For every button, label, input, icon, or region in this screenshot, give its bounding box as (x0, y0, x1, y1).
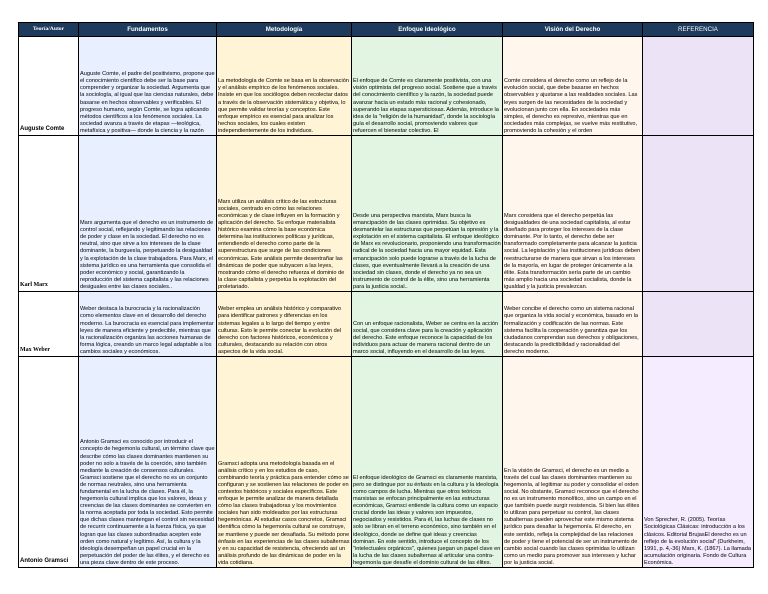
vision-cell[interactable]: Comte considera el derecho como un reflejo de la evolución social, que debe basarse en hechos observables y ajustarse a las realidades sociales. Las leyes surgen de las necesidades de la sociedad y evolucionan junto con ella. En sociedades más simples, el derecho es represivo, mientras que en sociedades más complejas, se vuelve más restitutivo, promoviendo la cohesión y el orden (503, 37, 643, 136)
header-fundamentos: Fundamentos (79, 23, 217, 37)
metodologia-cell[interactable]: Gramsci adopta una metodología basada en el análisis crítico y en los estudios de caso, combinando teoría y práctica para entender cómo se configuran y se sostienen las relaciones de poder en contextos históricos y sociales específicos. Este enfoque le permite analizar de manera detallada cómo las clases trabajadoras y los movimientos sociales han sido moldeados por las estructuras hegemónicas. Al estudiar casos concretos, Gramsci identifica cómo la hegemonía cultural se construye, se mantiene y puede ser desafiada. Su método pone énfasis en las experiencias de las clases subalternas y en su capacidad de resistencia, ofreciendo así un análisis profundo de las dinámicas de poder en la vida cotidiana. (217, 357, 352, 568)
referencia-cell[interactable] (643, 136, 754, 292)
header-metodologia: Metodología (217, 23, 352, 37)
metodologia-cell[interactable]: Marx utiliza un análisis crítico de las estructuras sociales, centrado en cómo las relaciones económicas y de clase influyen en la formación y aplicación del derecho. Su enfoque materialista histórico examina cómo la base económica determina las instituciones políticas y jurídicas, entendiendo el derecho como parte de la superestructura que surge de las condiciones económicas. Este análisis permite desentrañar las dinámicas de poder que subyacen a las leyes, mostrando cómo el derecho refuerza el dominio de la clase capitalista y perpetúa la explotación del proletariado. (217, 136, 352, 292)
fundamentos-cell[interactable]: Antonio Gramsci es conocido por introducir el concepto de hegemonía cultural, un término clave que describe cómo las clases dominantes mantienen su poder no solo a través de la coerción, sino también mediante la creación de consensos culturales. Gramsci sostiene que el derecho no es un conjunto de normas neutrales, sino una herramienta fundamental en la lucha de clases. Para él, la hegemonía cultural implica que los valores, ideas y creencias de las clases dominantes se convierten en la norma aceptada por toda la sociedad. Esto permite que dichas clases mantengan el control sin necesidad de recurrir continuamente a la fuerza física, ya que logran que las clases subordinadas acepten este orden como natural y legítimo. Así, la cultura y la ideología desempeñan un papel crucial en la perpetuación del poder de las élites, y el derecho es una pieza clave dentro de este proceso. (79, 357, 217, 568)
table-row (19, 357, 754, 568)
vision-cell[interactable]: Marx considera que el derecho perpetúa las desigualdades de una sociedad capitalista, al estar diseñado para proteger los intereses de la clase dominante. Por lo tanto, el derecho debe ser transformado completamente para alcanzar la justicia social. La legislación y las instituciones jurídicas deben reestructurarse de manera que sirvan a los intereses de la mayoría, en lugar de proteger únicamente a la élite. Esta transformación sería parte de un cambio más amplio hacia una sociedad socialista, donde la igualdad y la justicia prevalezcan. (503, 136, 643, 292)
enfoque-cell[interactable]: El enfoque de Comte es claramente positivista, con una visión optimista del progreso social. Sostiene que a través del conocimiento científico y la razón, la sociedad puede avanzar hacia un estado más racional y cohesionado, superando las etapas supersticiosas. Además, introduce la idea de la "religión de la humanidad", donde la sociología guía el desarrollo social, promoviendo valores que refuercen el bienestar colectivo. El (352, 37, 503, 136)
vision-cell[interactable]: Weber concibe el derecho como un sistema racional que organiza la vida social y económica, basado en la formalización y codificación de las normas. Este sistema facilita la cooperación y garantiza que los ciudadanos comprendan sus derechos y obligaciones, destacando la predictibilidad y racionalidad del derecho moderno. (503, 292, 643, 357)
author-cell[interactable]: Antonio Gramsci (19, 357, 79, 568)
author-cell[interactable]: Auguste Comte (19, 37, 79, 136)
metodologia-cell[interactable]: Weber emplea un análisis histórico y comparativo para identificar patrones y diferencias en los sistemas legales a lo largo del tiempo y entre culturas. Esto le permite conectar la evolución del derecho con factores históricos, económicos y culturales, destacando su relación con otros aspectos de la vida social. (217, 292, 352, 357)
fundamentos-cell[interactable]: Weber destaca la burocracia y la racionalización como elementos clave en el desarrollo del derecho moderno. La burocracia es esencial para implementar leyes de manera eficiente y predecible, mientras que la racionalización organiza las acciones humanas de forma lógica, creando un marco legal adaptable a los cambios sociales y económicos. (79, 292, 217, 357)
enfoque-cell[interactable]: Con un enfoque racionalista, Weber se centra en la acción social, que considera clave para la creación y aplicación del derecho. Este enfoque reconoce la capacidad de los individuos para actuar de manera racional dentro de un marco social, influyendo en el desarrollo de las leyes. (352, 292, 503, 357)
enfoque-cell[interactable]: Desde una perspectiva marxista, Marx busca la emancipación de las clases oprimidas. Su objetivo es desmantelar las estructuras que perpetúan la opresión y la explotación en el sistema capitalista. El enfoque ideológico de Marx es revolucionario, proponiendo una transformación radical de la sociedad hacia una mayor equidad. Esta emancipación solo puede lograrse a través de la lucha de clases, que eventualmente llevará a la creación de una sociedad sin clases, donde el derecho ya no sea un instrumento de control de la élite, sino una herramienta para la justicia social.. (352, 136, 503, 292)
comparison-sheet (18, 22, 753, 568)
vision-cell[interactable]: En la visión de Gramsci, el derecho es un medio a través del cual las clases dominantes mantienen su hegemonía, al legitimar su poder y consolidar el orden social. No obstante, Gramsci reconoce que el derecho no es un instrumento monolítico, sino un campo en el que también puede surgir resistencia. Si bien las élites lo utilizan para perpetuar su control, las clases subalternas pueden aprovechar este mismo sistema jurídico para desafiar la hegemonía. El derecho, en este sentido, refleja la complejidad de las relaciones de poder y tiene el potencial de ser un instrumento de cambio social cuando las clases oprimidas lo utilizan como un medio para promover sus intereses y luchar por la justicia social. (503, 357, 643, 568)
referencia-cell[interactable] (643, 37, 754, 136)
header-author: Teoría/Autor (19, 23, 79, 37)
theory-comparison-table (18, 22, 754, 568)
header-vision: Visión del Derecho (503, 23, 643, 37)
header-enfoque: Enfoque Ideológico (352, 23, 503, 37)
author-cell[interactable]: Karl Marx (19, 136, 79, 292)
table-row (19, 292, 754, 357)
author-cell[interactable]: Max Weber (19, 292, 79, 357)
referencia-cell[interactable] (643, 292, 754, 357)
referencia-cell[interactable]: Von Sprecher, R. (2005). Teorías Sociológicas Clásicas: introducción a los clásicos. Editorial BrujasEl derecho es un reflejo de la evolución social" (Durkheim, 1991, p. 4,-36) Marx, K. (1867). La llamada acumulación originaria. Fondo de Cultura Económica. (643, 357, 754, 568)
fundamentos-cell[interactable]: Auguste Comte, el padre del positivismo, propone que el conocimiento científico debe ser la base para comprender y organizar la sociedad. Argumenta que la sociología, al igual que las ciencias naturales, debe basarse en hechos observables y verificables. El progreso humano, según Comte, se logra aplicando métodos científicos a los fenómenos sociales. La sociedad avanza a través de etapas —teológica, metafísica y positiva— donde la ciencia y la razón (79, 37, 217, 136)
enfoque-cell[interactable]: El enfoque ideológico de Gramsci es claramente marxista, pero se distingue por su énfasis en la cultura y la ideología como campos de lucha. Mientras que otros teóricos marxistas se enfocan principalmente en las estructuras económicas, Gramsci entiende la cultura como un espacio crucial donde las ideas y valores son impuestos, negociados y resistidos. Para él, las luchas de clases no solo se libran en el terreno económico, sino también en el ideológico, donde se define qué ideas y creencias dominan. En este sentido, introduce el concepto de los "intelectuales orgánicos", quienes juegan un papel clave en la lucha de las clases subalternas al articular una contra-hegemonía que desafíe el dominio cultural de las élites. (352, 357, 503, 568)
header-referencia: REFERENCIA (643, 23, 754, 37)
metodologia-cell[interactable]: La metodología de Comte se basa en la observación y el análisis empírico de los fenómenos sociales. Insiste en que los sociólogos deben recolectar datos a través de la observación sistemática y objetiva, lo que permite validar teorías y conceptos. Este enfoque empírico es esencial para analizar los hechos sociales, los cuales existen independientemente de los individuos. (217, 37, 352, 136)
header-row (19, 23, 754, 37)
fundamentos-cell[interactable]: Marx argumenta que el derecho es un instrumento de control social, reflejando y legitimando las relaciones de poder y clase en la sociedad. El derecho no es neutral, sino que sirve a los intereses de la clase dominante, la burguesía, perpetuando la desigualdad y la explotación de la clase trabajadora. Para Marx, el sistema jurídico es una herramienta que consolida el poder económico y social, garantizando la reproducción del sistema capitalista y las relaciones desiguales entre las clases sociales.. (79, 136, 217, 292)
table-row (19, 136, 754, 292)
table-row (19, 37, 754, 136)
